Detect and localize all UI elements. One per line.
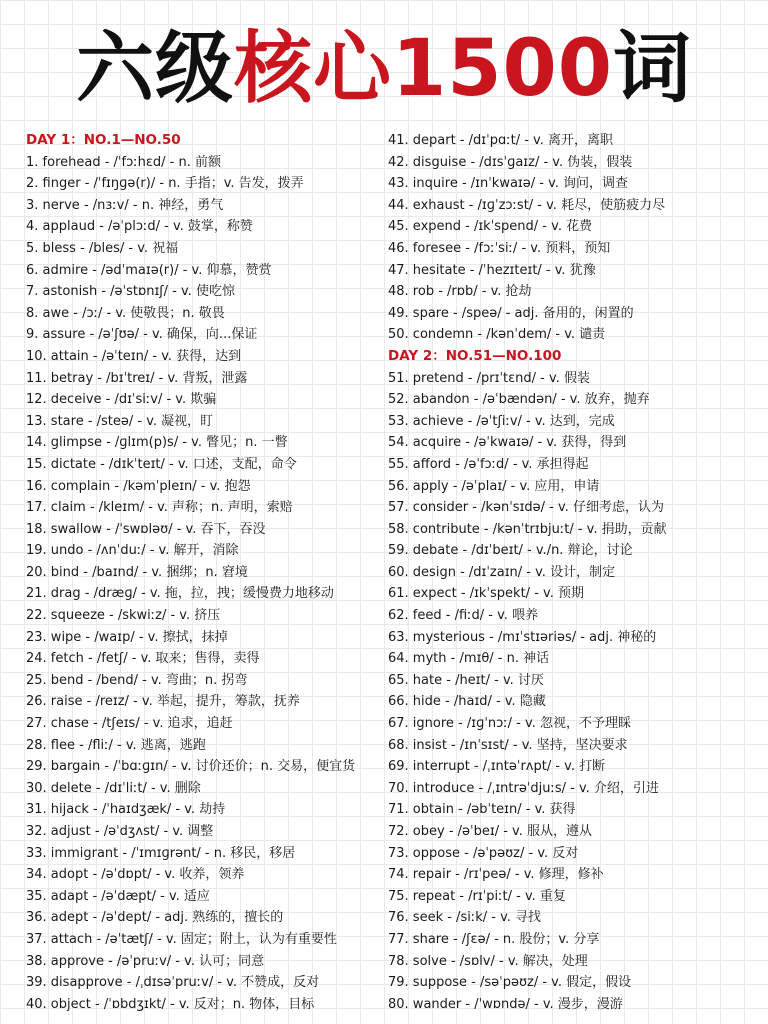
vocab-entry: 63. mysterious - /mɪˈstɪəriəs/ - adj. 神秘的 xyxy=(388,629,657,645)
vocab-entry: 21. drag - /dræɡ/ - v. 拖，拉，拽；缓慢费力地移动 xyxy=(26,586,334,602)
vocab-entry: 75. repeat - /rɪˈpiːt/ - v. 重复 xyxy=(388,888,566,904)
vocab-entry: 74. repair - /rɪˈpeə/ - v. 修理，修补 xyxy=(388,867,604,883)
vocab-entry: 29. bargain - /ˈbɑːɡɪn/ - v. 讨价还价；n. 交易，便宜货 xyxy=(26,759,356,775)
vocab-entry: 10. attain - /əˈteɪn/ - v. 获得，达到 xyxy=(26,348,242,364)
vocab-entry: 4. applaud - /əˈplɔːd/ - v. 鼓掌，称赞 xyxy=(26,219,253,235)
vocab-entry: 40. object - /ˈɒbdʒɪkt/ - v. 反对；n. 物体，目标 xyxy=(26,996,315,1012)
vocab-entry: 36. adept - /əˈdept/ - adj. 熟练的，擅长的 xyxy=(26,910,284,926)
vocab-entry: 46. foresee - /fɔːˈsiː/ - v. 预料，预知 xyxy=(388,240,611,256)
vocab-entry: 18. swallow - /ˈswɒləʊ/ - v. 吞下，吞没 xyxy=(26,521,266,537)
vocab-entry: 77. share - /ʃɛə/ - n. 股份；v. 分享 xyxy=(388,931,600,947)
vocab-entry: 33. immigrant - /ˈɪmɪɡrənt/ - n. 移民，移居 xyxy=(26,845,296,861)
vocab-entry: 28. flee - /fliː/ - v. 逃离，逃跑 xyxy=(26,737,206,753)
vocab-entry: 61. expect - /ɪkˈspekt/ - v. 预期 xyxy=(388,586,584,602)
vocab-entry: 67. ignore - /ɪɡˈnɔː/ - v. 忽视，不予理睬 xyxy=(388,716,631,732)
vocab-entry: 34. adopt - /əˈdɒpt/ - v. 收养，领养 xyxy=(26,867,245,883)
vocab-entry: 60. design - /dɪˈzaɪn/ - v. 设计，制定 xyxy=(388,564,616,580)
vocab-entry: 71. obtain - /əbˈteɪn/ - v. 获得 xyxy=(388,802,576,818)
vocab-entry: 44. exhaust - /ɪɡˈzɔːst/ - v. 耗尽，使筋疲力尽 xyxy=(388,197,666,213)
vocab-entry: 69. interrupt - /ˌɪntəˈrʌpt/ - v. 打断 xyxy=(388,759,606,775)
vocab-entry: 14. glimpse - /ɡlɪm(p)s/ - v. 瞥见；n. 一瞥 xyxy=(26,435,288,451)
vocab-entry: 26. raise - /reɪz/ - v. 举起，提升，筹款，抚养 xyxy=(26,694,300,710)
vocab-entry: 42. disguise - /dɪsˈɡaɪz/ - v. 伪装，假装 xyxy=(388,154,633,170)
vocab-entry: 6. admire - /ədˈmaɪə(r)/ - v. 仰慕，赞赏 xyxy=(26,262,272,278)
vocab-entry: 11. betray - /bɪˈtreɪ/ - v. 背叛，泄露 xyxy=(26,370,248,386)
vocab-entry: 73. oppose - /əˈpəʊz/ - v. 反对 xyxy=(388,845,579,861)
vocab-entry: 43. inquire - /ɪnˈkwaɪə/ - v. 询问，调查 xyxy=(388,176,629,192)
vocab-entry: 64. myth - /mɪθ/ - n. 神话 xyxy=(388,651,550,667)
title-part-black: 六级 xyxy=(75,24,234,114)
vocab-entry: 32. adjust - /əˈdʒʌst/ - v. 调整 xyxy=(26,824,214,839)
vocab-entry: 49. spare - /speə/ - adj. 备用的，闲置的 xyxy=(388,305,634,321)
vocab-entry: 23. wipe - /waɪp/ - v. 擦拭，抹掉 xyxy=(26,629,228,645)
vocab-entry: 22. squeeze - /skwiːz/ - v. 挤压 xyxy=(26,608,221,624)
vocab-entry: 16. complain - /kəmˈpleɪn/ - v. 抱怨 xyxy=(26,478,251,494)
vocab-entry: 78. solve - /sɒlv/ - v. 解决，处理 xyxy=(388,953,588,969)
vocab-entry: 66. hide - /haɪd/ - v. 隐藏 xyxy=(388,694,546,710)
vocab-entry: 59. debate - /dɪˈbeɪt/ - v./n. 辩论，讨论 xyxy=(388,543,633,559)
vocab-entry: 58. contribute - /kənˈtrɪbjuːt/ - v. 捐助，贡献 xyxy=(388,521,667,537)
vocab-entry: 39. disapprove - /ˌdɪsəˈpruːv/ - v. 不赞成，反对 xyxy=(26,975,320,991)
vocab-entry: 53. achieve - /əˈtʃiːv/ - v. 达到，完成 xyxy=(388,413,615,429)
right-column xyxy=(388,130,748,1015)
vocab-entry: 47. hesitate - /ˈhezɪteɪt/ - v. 犹豫 xyxy=(388,262,596,278)
vocab-entry: 37. attach - /əˈtætʃ/ - v. 固定；附上，认为有重要性 xyxy=(26,931,337,947)
vocab-entry: 30. delete - /dɪˈliːt/ - v. 删除 xyxy=(26,780,201,796)
page-title xyxy=(0,14,768,124)
vocab-entry: 41. depart - /dɪˈpɑːt/ - v. 离开，离职 xyxy=(388,133,613,148)
title-part-red: 核心1500 xyxy=(233,24,614,114)
vocab-entry: 48. rob - /rɒb/ - v. 抢劫 xyxy=(388,284,532,300)
vocab-entry: 80. wander - /ˈwɒndə/ - v. 漫步，漫游 xyxy=(388,996,623,1012)
vocab-entry: 50. condemn - /kənˈdem/ - v. 谴责 xyxy=(388,327,606,343)
day-header: DAY 1：NO.1—NO.50 xyxy=(26,132,181,148)
vocab-entry: 68. insist - /ɪnˈsɪst/ - v. 坚持，坚决要求 xyxy=(388,737,628,753)
vocab-entry: 35. adapt - /əˈdæpt/ - v. 适应 xyxy=(26,888,210,904)
vocab-entry: 19. undo - /ʌnˈduː/ - v. 解开，消除 xyxy=(26,543,239,559)
vocab-entry: 52. abandon - /əˈbændən/ - v. 放弃，抛弃 xyxy=(388,392,650,408)
day-header: DAY 2：NO.51—NO.100 xyxy=(388,347,562,364)
vocab-entry: 72. obey - /əˈbeɪ/ - v. 服从，遵从 xyxy=(388,824,592,839)
vocab-entry: 12. deceive - /dɪˈsiːv/ - v. 欺骗 xyxy=(26,392,217,408)
vocab-entry: 31. hijack - /ˈhaɪdʒæk/ - v. 劫持 xyxy=(26,802,226,818)
vocab-entry: 5. bless - /bles/ - v. 祝福 xyxy=(26,240,179,256)
vocab-entry: 8. awe - /ɔː/ - v. 使敬畏；n. 敬畏 xyxy=(26,305,225,321)
vocab-entry: 9. assure - /əˈʃʊə/ - v. 确保，向...保证 xyxy=(26,327,258,343)
vocab-entry: 25. bend - /bend/ - v. 弯曲；n. 拐弯 xyxy=(26,672,248,688)
title-part-black-end: 词 xyxy=(613,24,693,114)
vocab-entry: 15. dictate - /dɪkˈteɪt/ - v. 口述，支配，命令 xyxy=(26,456,297,472)
vocab-entry: 2. finger - /ˈfɪŋɡə(r)/ - n. 手指；v. 告发，拨弄 xyxy=(26,176,304,192)
vocab-entry: 24. fetch - /fetʃ/ - v. 取来；售得，卖得 xyxy=(26,651,260,667)
vocab-entry: 56. apply - /əˈplaɪ/ - v. 应用，申请 xyxy=(388,478,600,494)
vocab-entry: 20. bind - /baɪnd/ - v. 捆绑；n. 窘境 xyxy=(26,564,248,580)
vocab-entry: 76. seek - /siːk/ - v. 寻找 xyxy=(388,910,542,926)
vocab-entry: 57. consider - /kənˈsɪdə/ - v. 仔细考虑，认为 xyxy=(388,500,664,516)
vocab-entry: 7. astonish - /əˈstɒnɪʃ/ - v. 使吃惊 xyxy=(26,284,235,300)
vocab-entry: 70. introduce - /ˌɪntrəˈdjuːs/ - v. 介绍，引进 xyxy=(388,780,659,796)
vocab-entry: 38. approve - /əˈpruːv/ - v. 认可；同意 xyxy=(26,953,265,969)
left-column xyxy=(26,130,386,1015)
vocab-entry: 79. suppose - /səˈpəʊz/ - v. 假定，假设 xyxy=(388,975,632,991)
vocab-entry: 27. chase - /tʃeɪs/ - v. 追求，追赶 xyxy=(26,716,233,732)
vocab-entry: 62. feed - /fiːd/ - v. 喂养 xyxy=(388,608,539,624)
vocab-entry: 1. forehead - /ˈfɔːhɛd/ - n. 前额 xyxy=(26,154,221,170)
vocab-entry: 65. hate - /heɪt/ - v. 讨厌 xyxy=(388,672,544,688)
vocab-entry: 54. acquire - /əˈkwaɪə/ - v. 获得，得到 xyxy=(388,435,627,451)
vocab-entry: 51. pretend - /prɪˈtɛnd/ - v. 假装 xyxy=(388,370,590,386)
vocab-entry: 55. afford - /əˈfɔːd/ - v. 承担得起 xyxy=(388,456,589,472)
vocab-entry: 13. stare - /steə/ - v. 凝视，盯 xyxy=(26,413,214,429)
vocab-entry: 17. claim - /kleɪm/ - v. 声称；n. 声明，索赔 xyxy=(26,500,293,516)
vocab-entry: 3. nerve - /nɜːv/ - n. 神经，勇气 xyxy=(26,197,224,213)
vocab-entry: 45. expend - /ɪkˈspend/ - v. 花费 xyxy=(388,219,593,235)
